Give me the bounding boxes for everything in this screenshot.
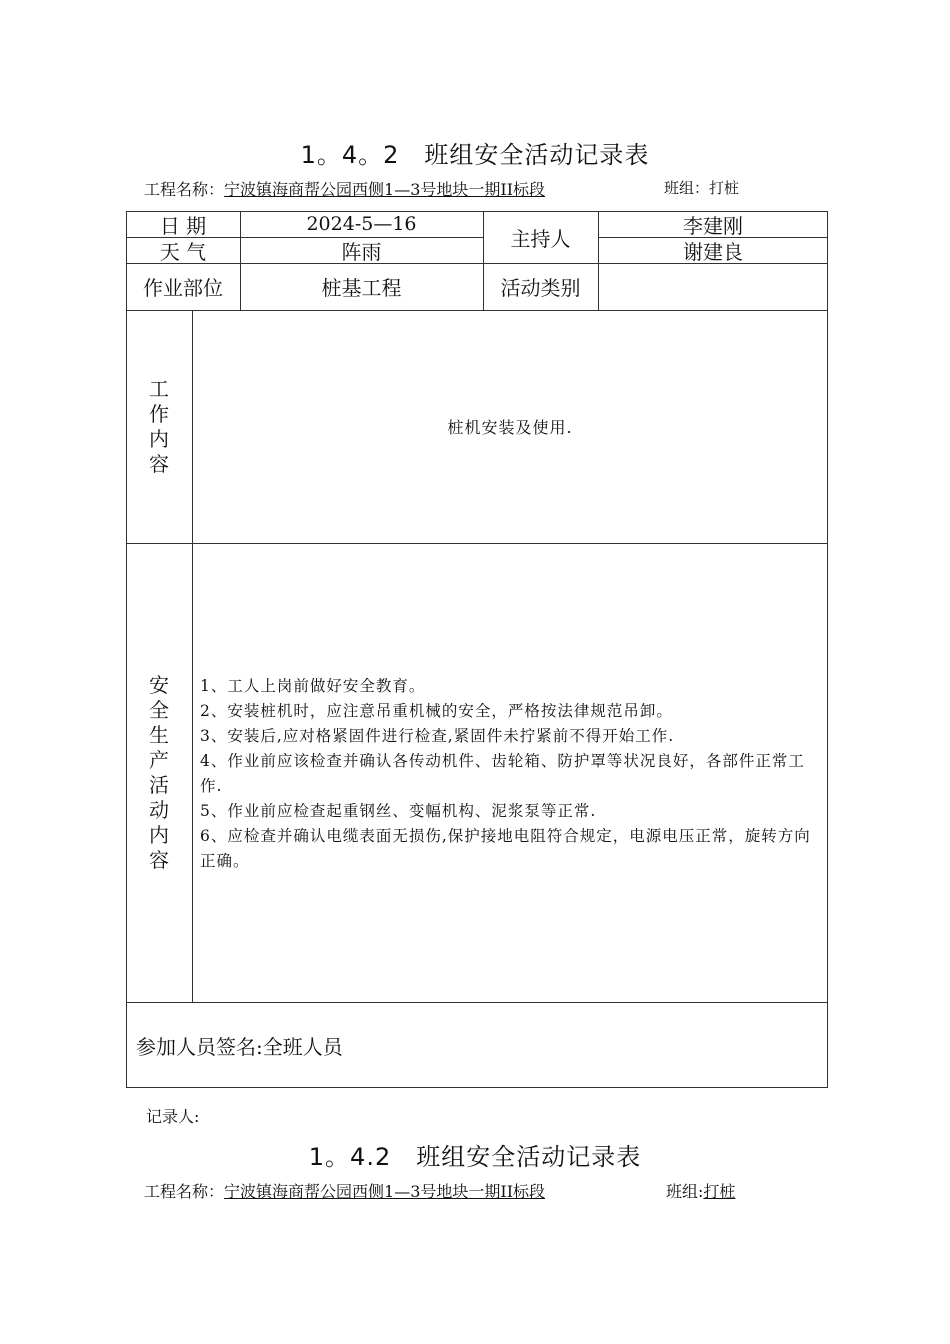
safety-label-char: 容: [149, 847, 169, 872]
safety-label-char: 活: [149, 772, 169, 797]
work-label-char: 内: [149, 426, 169, 451]
host-label: 主持人: [510, 226, 571, 251]
project-name: 宁波镇海商帮公园西侧1—3号地块一期II标段: [224, 1182, 546, 1201]
divider: [126, 543, 828, 544]
project-line-2: [144, 1179, 545, 1202]
signature-label: 参加人员签名:全班人员: [136, 1034, 343, 1059]
date-label: 日 期: [159, 213, 207, 238]
activity-value: [598, 263, 828, 310]
safety-label-char: 全: [149, 697, 169, 722]
team-label: 班组:: [666, 1182, 704, 1201]
work-label-char: 容: [149, 451, 169, 476]
safety-item: 4、作业前应该检查并确认各传动机件、齿轮箱、防护罩等状况良好，各部件正常工作.: [200, 752, 805, 795]
safety-label: [126, 543, 192, 1002]
work-label: [126, 310, 192, 543]
safety-content: [200, 674, 820, 874]
team-value: 打桩: [709, 179, 740, 197]
team-line-2: [666, 1179, 795, 1202]
safety-item: 3、安装后,应对格紧固件进行检查,紧固件未拧紧前不得开始工作.: [200, 727, 675, 745]
safety-item: 2、安装桩机时，应注意吊重机械的安全，严格按法律规范吊卸。: [200, 702, 673, 720]
safety-label-char: 安: [149, 672, 169, 697]
safety-item: 1、工人上岗前做好安全教育。: [200, 677, 426, 695]
weather-value: 阵雨: [341, 239, 382, 264]
work-label-char: 作: [149, 401, 169, 426]
recorder-label: 记录人:: [146, 1107, 200, 1126]
safety-label-char: 内: [149, 822, 169, 847]
work-content-cell: [192, 310, 828, 543]
host-name-1: 李建刚: [683, 213, 743, 238]
safety-item: 5、作业前应检查起重钢丝、变幅机构、泥浆泵等正常.: [200, 802, 597, 820]
activity-label: 活动类别: [500, 276, 581, 300]
work-label-char: 工: [149, 376, 169, 401]
date-value: 2024-5—16: [306, 213, 417, 235]
project-label: 工程名称：: [144, 1182, 225, 1201]
team-label: 班组：: [664, 179, 710, 197]
safety-label-char: 产: [149, 747, 169, 772]
team-line: [664, 177, 739, 198]
project-name: 宁波镇海商帮公园西侧1—3号地块一期II标段: [224, 180, 546, 199]
weather-label: 天 气: [159, 239, 207, 264]
host-name-2: 谢建良: [683, 239, 743, 264]
location-value: 桩基工程: [321, 276, 402, 300]
project-label: 工程名称：: [144, 180, 225, 199]
safety-item: 6、应检查并确认电缆表面无损伤,保护接地电阻符合规定，电源电压正常，旋转方向正确。: [200, 827, 811, 870]
safety-label-char: 生: [149, 722, 169, 747]
page-title: 1。4。2 班组安全活动记录表: [300, 141, 650, 169]
work-content: 桩机安装及使用.: [447, 418, 573, 437]
team-value: 打桩: [703, 1182, 736, 1201]
safety-label-char: 动: [149, 797, 169, 822]
page-title-2: 1。4.2 班组安全活动记录表: [308, 1143, 642, 1171]
location-label: 作业部位: [143, 276, 223, 300]
project-line: [144, 177, 545, 200]
